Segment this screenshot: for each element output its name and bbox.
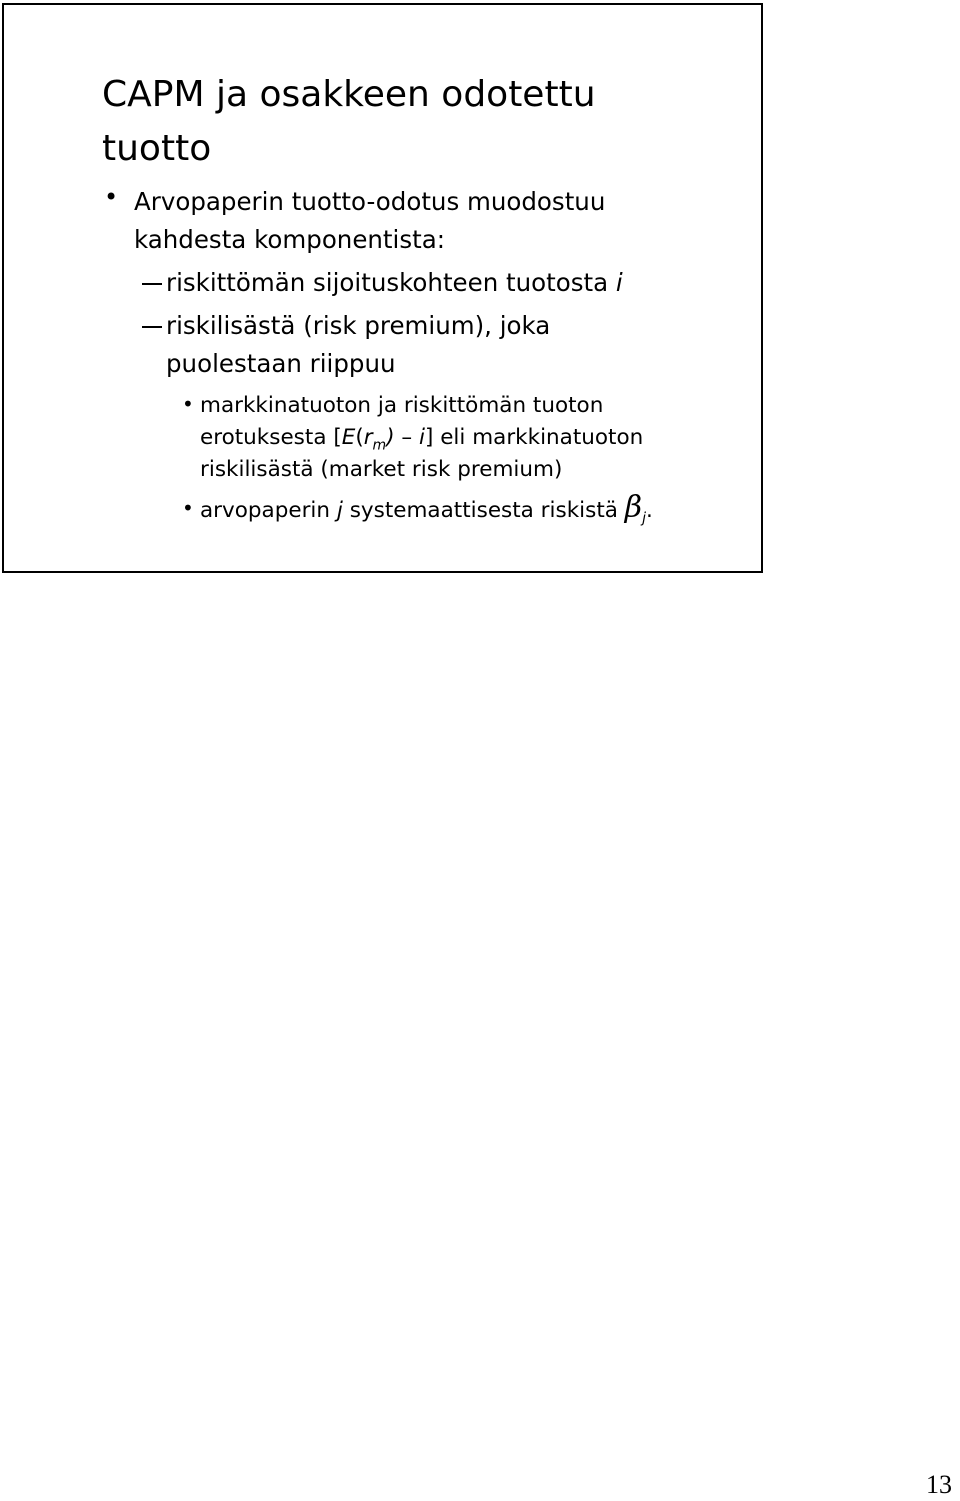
return-symbol: r xyxy=(363,425,373,450)
sub-item-1-var: i xyxy=(615,268,623,297)
bullet-dot: • xyxy=(182,392,194,416)
subsub-item-2-text-mid: systemaattisesta riskistä xyxy=(349,498,618,523)
slide-title: CAPM ja osakkeen odotettu tuotto xyxy=(102,74,596,169)
subsub-item-1-line-3: riskilisästä (market risk premium) xyxy=(200,457,563,482)
subsub-item-1-text-pre: erotuksesta [ xyxy=(200,425,342,450)
bullet-dot: • xyxy=(104,183,119,211)
paren-open: ( xyxy=(355,425,364,450)
sub-item-2-line-1: riskilisästä (risk premium), joka xyxy=(166,311,551,340)
subsub-item-2-text-pre: arvopaperin xyxy=(200,498,331,523)
bullet-dot: • xyxy=(182,496,194,520)
bullet-text-1: Arvopaperin tuotto-odotus muodostuu kahdesta komponentista: xyxy=(134,187,606,254)
subsub-item-2 xyxy=(200,492,653,534)
sub-item-2-line-2: puolestaan riippuu xyxy=(166,349,396,378)
expected-symbol: E xyxy=(341,425,356,450)
period: . xyxy=(646,498,653,523)
beta-symbol: β xyxy=(624,490,643,525)
minus-sign: – xyxy=(394,425,419,450)
dash-marker xyxy=(142,326,162,328)
page-number: 13 xyxy=(926,1470,952,1499)
dash-marker xyxy=(142,283,162,285)
sub-item-1 xyxy=(166,264,623,302)
subsub-item-1-text-post: ] eli markkinatuoton xyxy=(424,425,644,450)
beta-subscript: j xyxy=(642,510,647,527)
market-subscript: m xyxy=(372,437,387,454)
riskfree-symbol: i xyxy=(419,425,425,450)
subsub-item-1-line-1: markkinatuoton ja riskittömän tuoton xyxy=(200,393,604,418)
paren-close: ) xyxy=(386,425,395,450)
security-symbol: j xyxy=(336,498,343,523)
sub-item-1-text: riskittömän sijoituskohteen tuotosta xyxy=(166,268,609,297)
